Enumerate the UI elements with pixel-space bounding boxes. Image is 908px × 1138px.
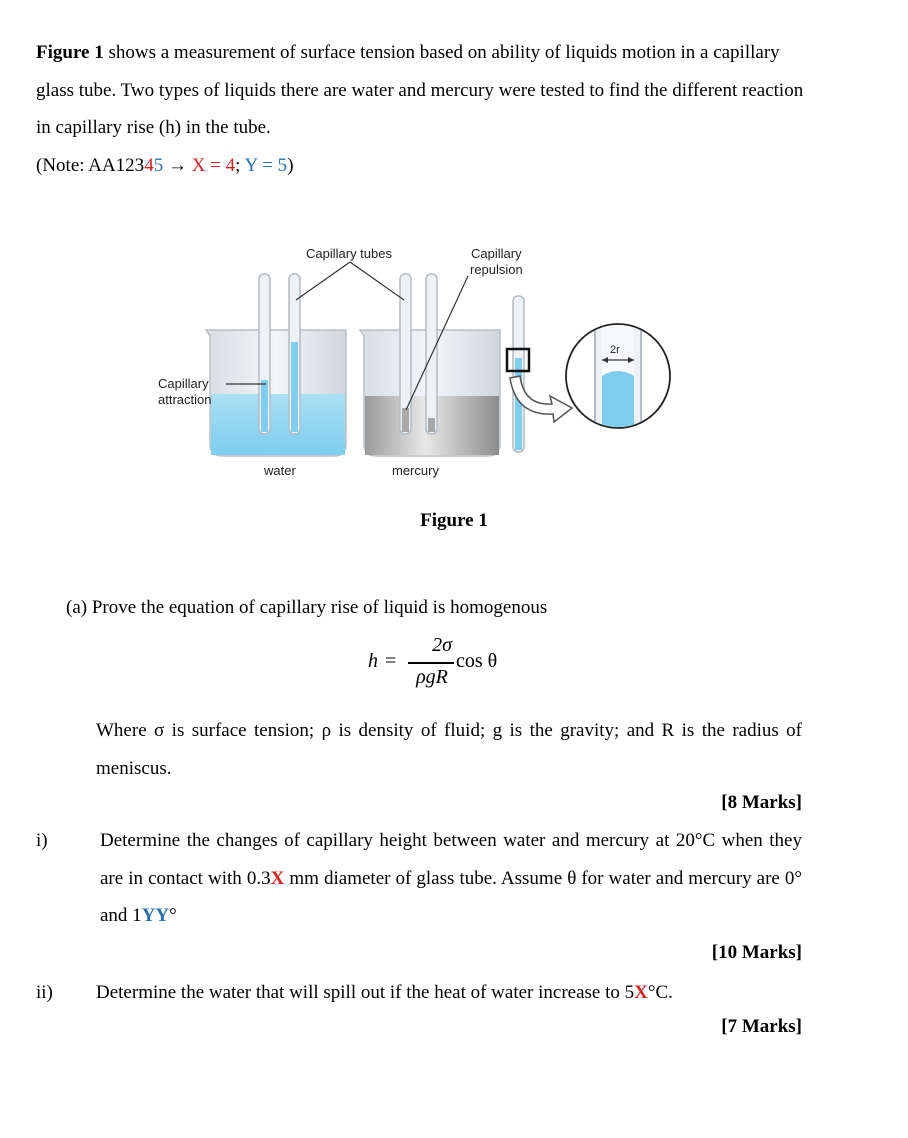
single-capillary-tube [507, 296, 529, 452]
question-i-degree: ° [169, 905, 177, 926]
eq-lhs: h [368, 650, 378, 672]
label-capillary-repulsion-line2: repulsion [470, 262, 523, 277]
question-ii-text [96, 974, 798, 1012]
question-ii-text-part1: Determine the water that will spill out if the heat of water increase to 5 [96, 982, 635, 1003]
note-arrow: → [163, 154, 192, 176]
note-blue-digit: 5 [153, 154, 164, 176]
label-water: water [264, 463, 296, 478]
eq-denominator: ρgR [416, 666, 448, 688]
label-capillary-attraction-line1: Capillary [158, 376, 209, 391]
question-i-text-part2: mm diameter of glass tube. Assume θ for water and mercury are 0° and 1 [100, 867, 803, 926]
question-a-label: (a) Prove the equation of capillary rise of liquid is homogenous [66, 597, 548, 618]
note-x-value: X = 4 [191, 154, 236, 176]
label-capillary-tubes: Capillary tubes [306, 246, 392, 261]
capillary-rise-equation [368, 632, 568, 694]
eq-equals: = [385, 650, 397, 672]
label-capillary-attraction-line2: attraction [158, 392, 212, 407]
question-ii-x-variable: X [634, 982, 648, 1003]
label-mercury: mercury [392, 463, 439, 478]
marks-i: [10 Marks] [711, 942, 802, 963]
label-2r: 2r [610, 344, 620, 356]
eq-cos-theta: cos θ [456, 650, 498, 672]
question-i-text-part1: Determine the changes of capillary height between water and mercury at 20°C when they are in contact with 0.3 [100, 830, 802, 889]
water-beaker [206, 330, 346, 456]
note-red-digit: 4 [144, 154, 154, 176]
marks-ii: [7 Marks] [721, 1016, 802, 1037]
eq-fraction-bar [408, 662, 454, 664]
question-i-text [100, 822, 802, 935]
question-ii-text-part2: °C. [647, 982, 673, 1003]
eq-numerator: 2σ [432, 634, 452, 656]
label-capillary-repulsion-line1: Capillary [471, 246, 522, 261]
figure-reference: Figure 1 [36, 42, 104, 63]
capillary-figure [140, 238, 680, 488]
variable-definitions: Where σ is surface tension; ρ is density of fluid; g is the gravity; and R is the radius of meniscus. [96, 720, 802, 779]
intro-text: shows a measurement of surface tension based on ability of liquids motion in a capillary glass tube. Two types of liquids there are water and mercury were tested to find the different reaction in capillary rise (h) in the tube. [36, 42, 804, 138]
note-end: ) [287, 154, 294, 176]
marks-a: [8 Marks] [721, 792, 802, 813]
question-ii-number: ii) [36, 982, 53, 1003]
intro-paragraph [36, 34, 816, 184]
question-i-yy-variable: YY [141, 905, 170, 926]
question-i-number: i) [36, 830, 48, 851]
magnified-view [566, 322, 670, 432]
figure-caption: Figure 1 [420, 510, 488, 531]
question-i-x-variable: X [270, 867, 285, 889]
note-y-value: Y = 5 [244, 154, 288, 176]
note-prefix: (Note: AA123 [36, 154, 145, 176]
note-separator: ; [235, 154, 245, 176]
